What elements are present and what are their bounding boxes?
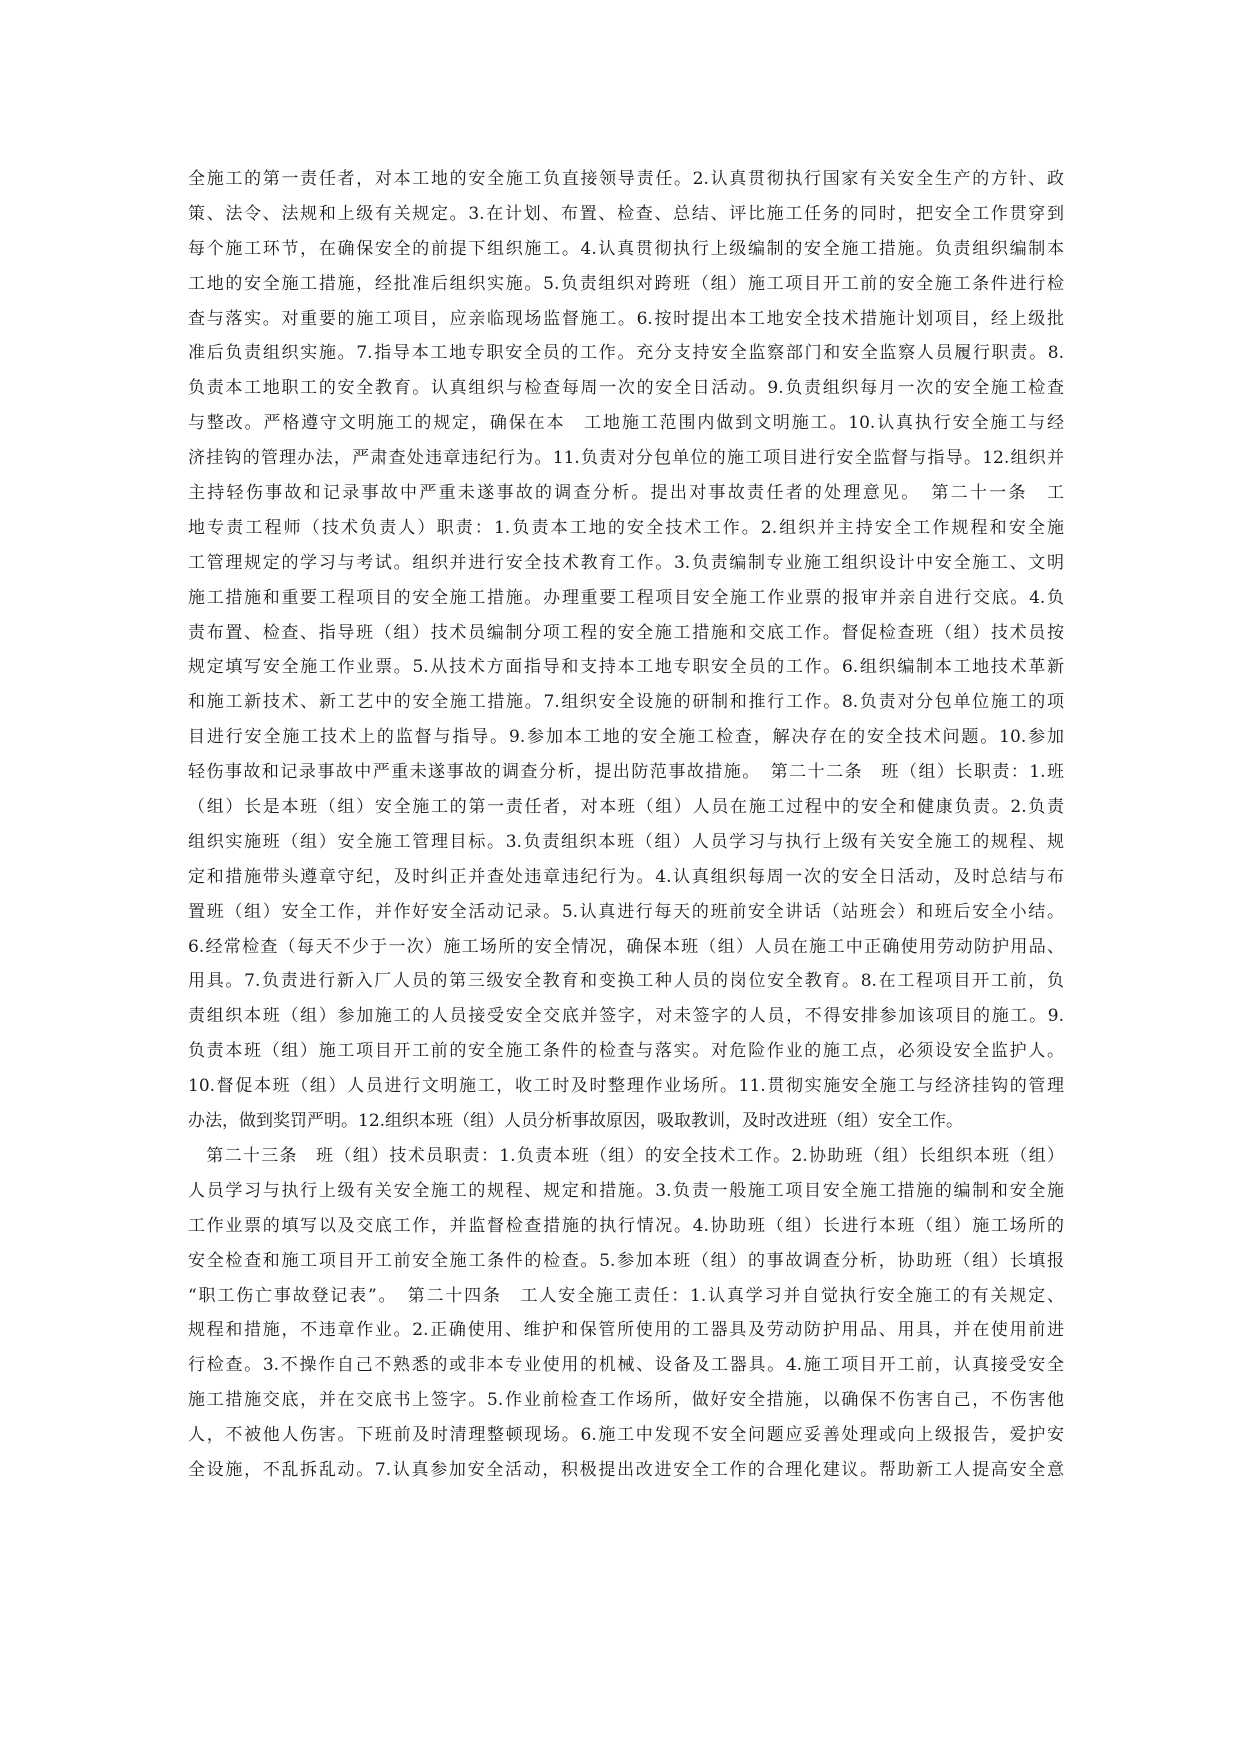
text-line: 济挂钩的管理办法，严肃查处违章违纪行为。11.负责对分包单位的施工项目进行安全监督与指导。12.组织并: [188, 448, 1064, 469]
text-line: （组）长是本班（组）安全施工的第一责任者，对本班（组）人员在施工过程中的安全和健康负责。2.负责: [188, 797, 1064, 818]
body-text: [188, 162, 1064, 1488]
text-line: 责组织本班（组）参加施工的人员接受安全交底并签字，对未签字的人员，不得安排参加该项目的施工。9.: [188, 1006, 1064, 1027]
text-line: 施工措施和重要工程项目的安全施工措施。办理重要工程项目安全施工作业票的报审并亲自进行交底。4.负: [188, 587, 1064, 608]
text-line: 和施工新技术、新工艺中的安全施工措施。7.组织安全设施的研制和推行工作。8.负责对分包单位施工的项: [188, 692, 1064, 713]
text-line: 策、法令、法规和上级有关规定。3.在计划、布置、检查、总结、评比施工任务的同时，把安全工作贯穿到: [188, 203, 1064, 224]
text-line: 安全检查和施工项目开工前安全施工条件的检查。5.参加本班（组）的事故调查分析，协助班（组）长填报: [188, 1250, 1064, 1271]
text-line: 查与落实。对重要的施工项目，应亲临现场监督施工。6.按时提出本工地安全技术措施计划项目，经上级批: [188, 308, 1064, 329]
text-line: 施工措施交底，并在交底书上签字。5.作业前检查工作场所，做好安全措施，以确保不伤害自己，不伤害他: [188, 1390, 1064, 1411]
text-line: 行检查。3.不操作自己不熟悉的或非本专业使用的机械、设备及工器具。4.施工项目开工前，认真接受安全: [188, 1355, 1064, 1376]
text-line: 全施工的第一责任者，对本工地的安全施工负直接领导责任。2.认真贯彻执行国家有关安全生产的方针、政: [188, 169, 1064, 189]
text-line: 负责本班（组）施工项目开工前的安全施工条件的检查与落实。对危险作业的施工点，必须设安全监护人。: [188, 1041, 1064, 1062]
text-line: 规定填写安全施工作业票。5.从技术方面指导和支持本工地专职安全员的工作。6.组织编制本工地技术革新: [188, 657, 1064, 678]
text-line: 工管理规定的学习与考试。组织并进行安全技术教育工作。3.负责编制专业施工组织设计中安全施工、文明: [188, 552, 1064, 573]
text-line: 6.经常检查（每天不少于一次）施工场所的安全情况，确保本班（组）人员在施工中正确使用劳动防护用品、: [188, 936, 1064, 957]
text-line: 主持轻伤事故和记录事故中严重未遂事故的调查分析。提出对事故责任者的处理意见。 第二十一条 工: [188, 483, 1064, 504]
text-line: 目进行安全施工技术上的监督与指导。9.参加本工地的安全施工检查，解决存在的安全技术问题。10.参加: [188, 727, 1064, 748]
text-line: 规程和措施，不违章作业。2.正确使用、维护和保管所使用的工器具及劳动防护用品、用具，并在使用前进: [188, 1320, 1064, 1341]
text-line: 组织实施班（组）安全施工管理目标。3.负责组织本班（组）人员学习与执行上级有关安全施工的规程、规: [188, 831, 1064, 852]
text-line: 人，不被他人伤害。下班前及时清理整顿现场。6.施工中发现不安全问题应妥善处理或向上级报告，爱护安: [188, 1425, 1064, 1446]
text-line: 置班（组）安全工作，并作好安全活动记录。5.认真进行每天的班前安全讲话（站班会）和班后安全小结。: [188, 901, 1064, 922]
text-line: 地专责工程师（技术负责人）职责：1.负责本工地的安全技术工作。2.组织并主持安全工作规程和安全施: [188, 517, 1064, 538]
text-line: 10.督促本班（组）人员进行文明施工，收工时及时整理作业场所。11.贯彻实施安全施工与经济挂钩的管理: [188, 1076, 1064, 1097]
text-line: 轻伤事故和记录事故中严重未遂事故的调查分析，提出防范事故措施。 第二十二条 班（组）长职责：1.班: [188, 762, 1064, 783]
text-line: 人员学习与执行上级有关安全施工的规程、规定和措施。3.负责一般施工项目安全施工措施的编制和安全施: [188, 1180, 1064, 1201]
text-line: 准后负责组织实施。7.指导本工地专职安全员的工作。充分支持安全监察部门和安全监察人员履行职责。8.: [188, 343, 1064, 364]
text-line: “职工伤亡事故登记表”。 第二十四条 工人安全施工责任：1.认真学习并自觉执行安全施工的有关规定、: [188, 1285, 1064, 1306]
text-line: 办法，做到奖罚严明。12.组织本班（组）人员分析事故原因，吸取教训，及时改进班（组）安全工作。: [188, 1111, 964, 1132]
text-line: 用具。7.负责进行新入厂人员的第三级安全教育和变换工种人员的岗位安全教育。8.在工程项目开工前，负: [188, 971, 1064, 992]
text-line: 与整改。严格遵守文明施工的规定，确保在本 工地施工范围内做到文明施工。10.认真执行安全施工与经: [188, 413, 1064, 434]
text-line: 负责本工地职工的安全教育。认真组织与检查每周一次的安全日活动。9.负责组织每月一次的安全施工检查: [188, 378, 1064, 399]
text-line: 责布置、检查、指导班（组）技术员编制分项工程的安全施工措施和交底工作。督促检查班（组）技术员按: [188, 622, 1064, 643]
text-line: 每个施工环节，在确保安全的前提下组织施工。4.认真贯彻执行上级编制的安全施工措施。负责组织编制本: [188, 238, 1064, 259]
text-line: 工作业票的填写以及交底工作，并监督检查措施的执行情况。4.协助班（组）长进行本班（组）施工场所的: [188, 1215, 1064, 1236]
text-line: 全设施，不乱拆乱动。7.认真参加安全活动，积极提出改进安全工作的合理化建议。帮助新工人提高安全意: [188, 1459, 1064, 1480]
text-line: 第二十三条 班（组）技术员职责：1.负责本班（组）的安全技术工作。2.协助班（组）长组织本班（组）: [188, 1145, 1064, 1166]
text-line: 定和措施带头遵章守纪，及时纠正并查处违章违纪行为。4.认真组织每周一次的安全日活动，及时总结与布: [188, 866, 1064, 887]
text-line: 工地的安全施工措施，经批准后组织实施。5.负责组织对跨班（组）施工项目开工前的安全施工条件进行检: [188, 273, 1064, 294]
